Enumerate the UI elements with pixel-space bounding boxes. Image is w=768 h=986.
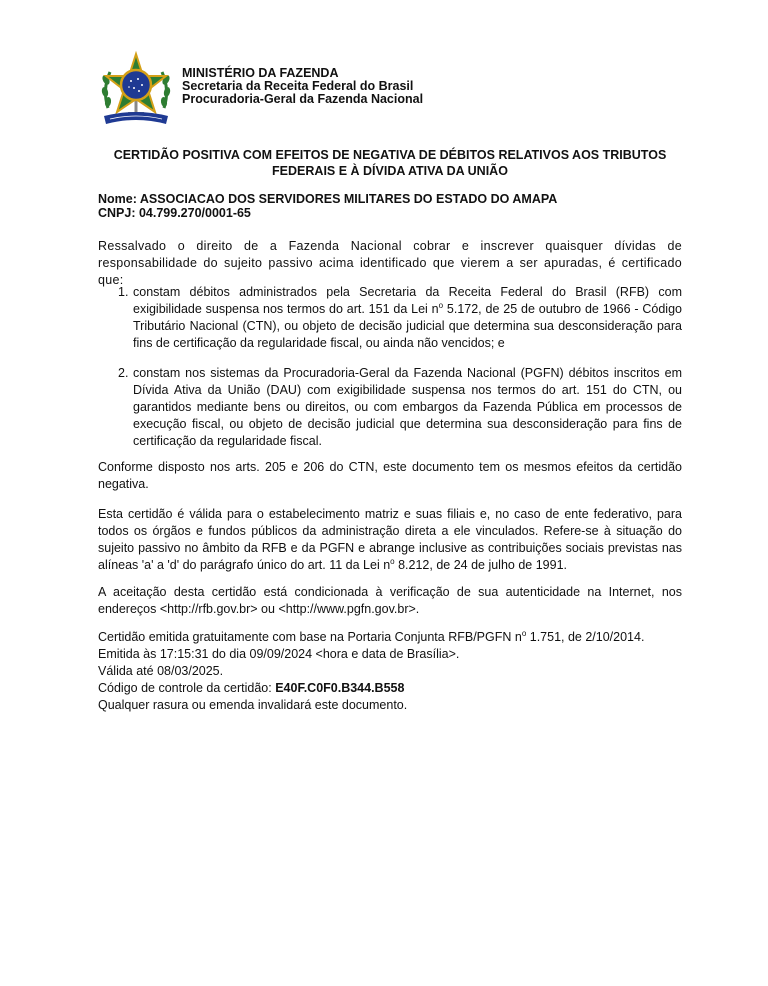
secretariat-name: Secretaria da Receita Federal do Brasil <box>182 79 414 93</box>
ministry-name: MINISTÉRIO DA FAZENDA <box>182 66 339 80</box>
taxpayer-name: Nome: ASSOCIACAO DOS SERVIDORES MILITARES DO ESTADO DO AMAPA <box>98 192 558 206</box>
control-code-line <box>98 680 698 697</box>
title-line-1: CERTIDÃO POSITIVA COM EFEITOS DE NEGATIVA DE DÉBITOS RELATIVOS AOS TRIBUTOS <box>113 148 667 162</box>
authenticity-paragraph: A aceitação desta certidão está condicionada à verificação de sua autenticidade na Internet, nos endereços <http://rfb.gov.br> ou <http://www.pgfn.gov.br>. <box>98 585 682 616</box>
issuance-datetime: Emitida às 17:15:31 do dia 09/09/2024 <hora e data de Brasília>. <box>98 647 460 661</box>
intro-paragraph: Ressalvado o direito de a Fazenda Nacional cobrar e inscrever quaisquer dívidas de responsabilidade do sujeito passivo acima identificado que vierem a ser apuradas, é certificado que: <box>98 239 682 287</box>
erasure-warning: Qualquer rasura ou emenda invalidará este documento. <box>98 698 408 712</box>
brazil-coat-of-arms-icon <box>98 50 174 128</box>
control-code-value: E40F.C0F0.B344.B558 <box>275 681 405 695</box>
list-item-text: constam débitos administrados pela Secretaria da Receita Federal do Brasil (RFB) com exigibilidade suspensa nos termos do art. 151 da Lei $n^o$ 5.172, de 25 de outubro de 1966 - Código Tributário Nacional (CTN), ou objeto de decisão judicial que determina sua desconsideração para fins de certificação da regularidade fiscal, ou ainda não vencidos; e <box>133 285 682 350</box>
list-item <box>98 365 682 450</box>
list-item-number: 1. <box>118 285 129 299</box>
list-item-number: 2. <box>118 366 129 380</box>
validity-scope-paragraph: Esta certidão é válida para o estabelecimento matriz e suas filiais e, no caso de ente federativo, para todos os órgãos e fundos públicos da administração direta a ele vinculados. Refere-se à situação do sujeito passivo no âmbito da RFB e da PGFN e abrange inclusive as contribuições sociais previstas nas alíneas 'a' a 'd' do parágrafo único do art. 11 da Lei $n^o$ 8.212, de 24 de julho de 1991. <box>98 507 682 572</box>
document-header <box>98 50 698 130</box>
control-code-label: Código de controle da certidão: <box>98 681 276 695</box>
title-line-2: FEDERAIS E À DÍVIDA ATIVA DA UNIÃO <box>272 164 508 178</box>
issuer-block <box>182 67 423 106</box>
issuance-details <box>98 629 698 714</box>
conforme-paragraph: Conforme disposto nos arts. 205 e 206 do CTN, este documento tem os mesmos efeitos da certidão negativa. <box>98 460 682 491</box>
list-item-text: constam nos sistemas da Procuradoria-Geral da Fazenda Nacional (PGFN) débitos inscritos em Dívida Ativa da União (DAU) com exigibilidade suspensa nos termos do art. 151 do CTN, ou garantidos mediante bens ou direitos, ou com embargos da Fazenda Pública em processos de execução fiscal, ou objeto de decisão judicial que determina sua desconsideração para fins de certificação da regularidade fiscal. <box>133 366 682 448</box>
certificate-title <box>98 147 682 179</box>
taxpayer-cnpj: CNPJ: 04.799.270/0001-65 <box>98 206 251 220</box>
procuradoria-name: Procuradoria-Geral da Fazenda Nacional <box>182 92 424 106</box>
issuance-basis: Certidão emitida gratuitamente com base na Portaria Conjunta RFB/PGFN $n^o$ 1.751, de 2/10/2014. <box>98 628 645 644</box>
valid-until: Válida até 08/03/2025. <box>98 664 224 678</box>
taxpayer-identification <box>98 192 557 220</box>
list-item <box>98 284 682 352</box>
